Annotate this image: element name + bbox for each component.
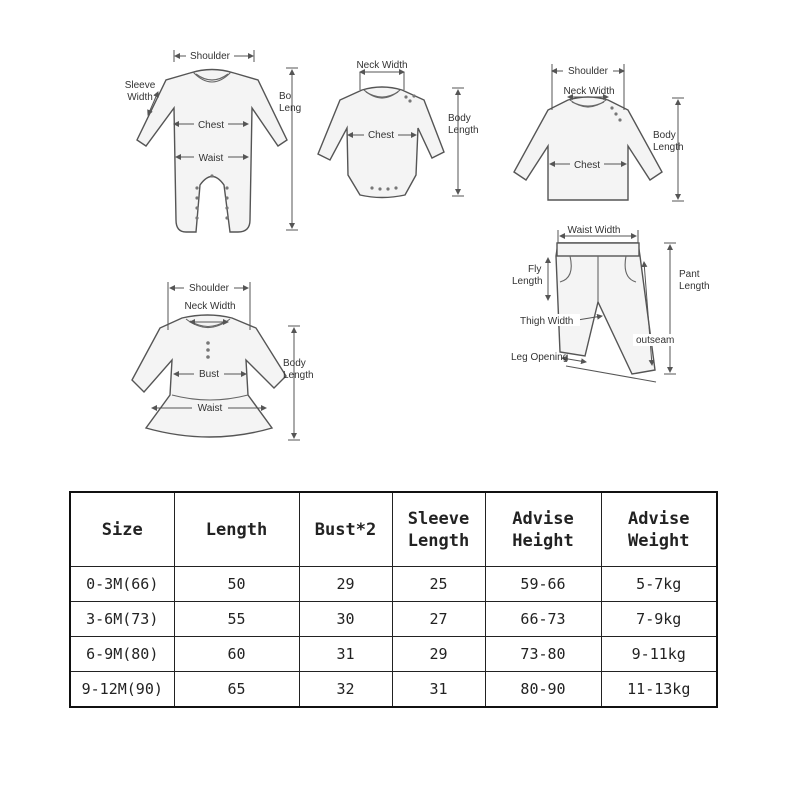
cell-advise-weight: 5-7kg [601,567,717,602]
dress-bust-label: Bust [198,369,220,380]
cell-bust: 31 [299,637,392,672]
pants-outseam-label: outseam [636,335,675,346]
romper-chest-label: Chest [197,120,225,131]
cell-length: 65 [174,672,299,708]
romper-shoulder-label: Shoulder [189,51,231,62]
cell-advise-weight: 9-11kg [601,637,717,672]
cell-advise-height: 59-66 [485,567,601,602]
romper-diagram [125,49,302,232]
shirt-chest-label: Chest [573,160,601,171]
header-bust: Bust*2 [299,492,392,567]
cell-bust: 29 [299,567,392,602]
cell-size: 6-9M(80) [70,637,174,672]
shirt-body-length-label-1: Body [653,130,676,141]
dress-body-length-label-2: Length [283,370,314,381]
header-size: Size [70,492,174,567]
cell-advise-height: 80-90 [485,672,601,708]
pants-pant-length-label-1: Pant [679,269,700,280]
cell-length: 50 [174,567,299,602]
table-header-row [70,492,717,567]
cell-length: 55 [174,602,299,637]
table-row [70,567,717,602]
cell-bust: 30 [299,602,392,637]
header-advise-weight: Advise Weight [601,492,717,567]
cell-sleeve-length: 31 [392,672,485,708]
cell-advise-height: 73-80 [485,637,601,672]
romper-sleeve-width-label-1: Sleeve [124,80,156,91]
dress-shoulder-label: Shoulder [188,283,230,294]
cell-size: 9-12M(90) [70,672,174,708]
dress-neck-width-label: Neck Width [184,301,236,312]
header-sleeve-length: Sleeve Length [392,492,485,567]
dress-body-length-label-1: Body [283,358,306,369]
bodysuit-neck-width-label: Neck Width [356,60,408,71]
cell-size: 3-6M(73) [70,602,174,637]
pants-pant-length-label-2: Length [679,281,710,292]
romper-sleeve-width-label-2: Width [127,92,153,103]
table-row [70,672,717,708]
cell-advise-weight: 11-13kg [601,672,717,708]
cell-length: 60 [174,637,299,672]
cell-size: 0-3M(66) [70,567,174,602]
table-row [70,602,717,637]
bodysuit-body-length-label-2: Length [448,125,479,136]
bodysuit-chest-label: Chest [367,130,395,141]
cell-sleeve-length: 27 [392,602,485,637]
pants-diagram [511,225,710,382]
dress-waist-label: Waist [197,403,223,414]
cell-advise-weight: 7-9kg [601,602,717,637]
shirt-shoulder-label: Shoulder [567,66,609,77]
cell-sleeve-length: 25 [392,567,485,602]
table-row [70,637,717,672]
header-length: Length [174,492,299,567]
cell-advise-height: 66-73 [485,602,601,637]
bodysuit-body-length-label-1: Body [448,113,471,124]
header-advise-height: Advise Height [485,492,601,567]
pants-leg-opening-label: Leg Opening [511,352,569,363]
pants-fly-length-label-1: Fly [528,264,542,275]
cell-bust: 32 [299,672,392,708]
romper-body-length-label-2: Leng [279,103,302,114]
dress-diagram [132,282,314,440]
cell-sleeve-length: 29 [392,637,485,672]
shirt-neck-width-label: Neck Width [563,86,615,97]
shirt-body-length-label-2: Length [653,142,684,153]
shirt-diagram [514,64,684,201]
pants-waist-width-label: Waist Width [567,225,621,236]
pants-thigh-width-label: Thigh Width [520,316,574,327]
bodysuit-diagram [318,60,479,198]
romper-waist-label: Waist [198,153,224,164]
romper-body-length-label-1: Bo [279,91,292,102]
pants-fly-length-label-2: Length [512,276,543,287]
size-chart-table [69,491,718,708]
